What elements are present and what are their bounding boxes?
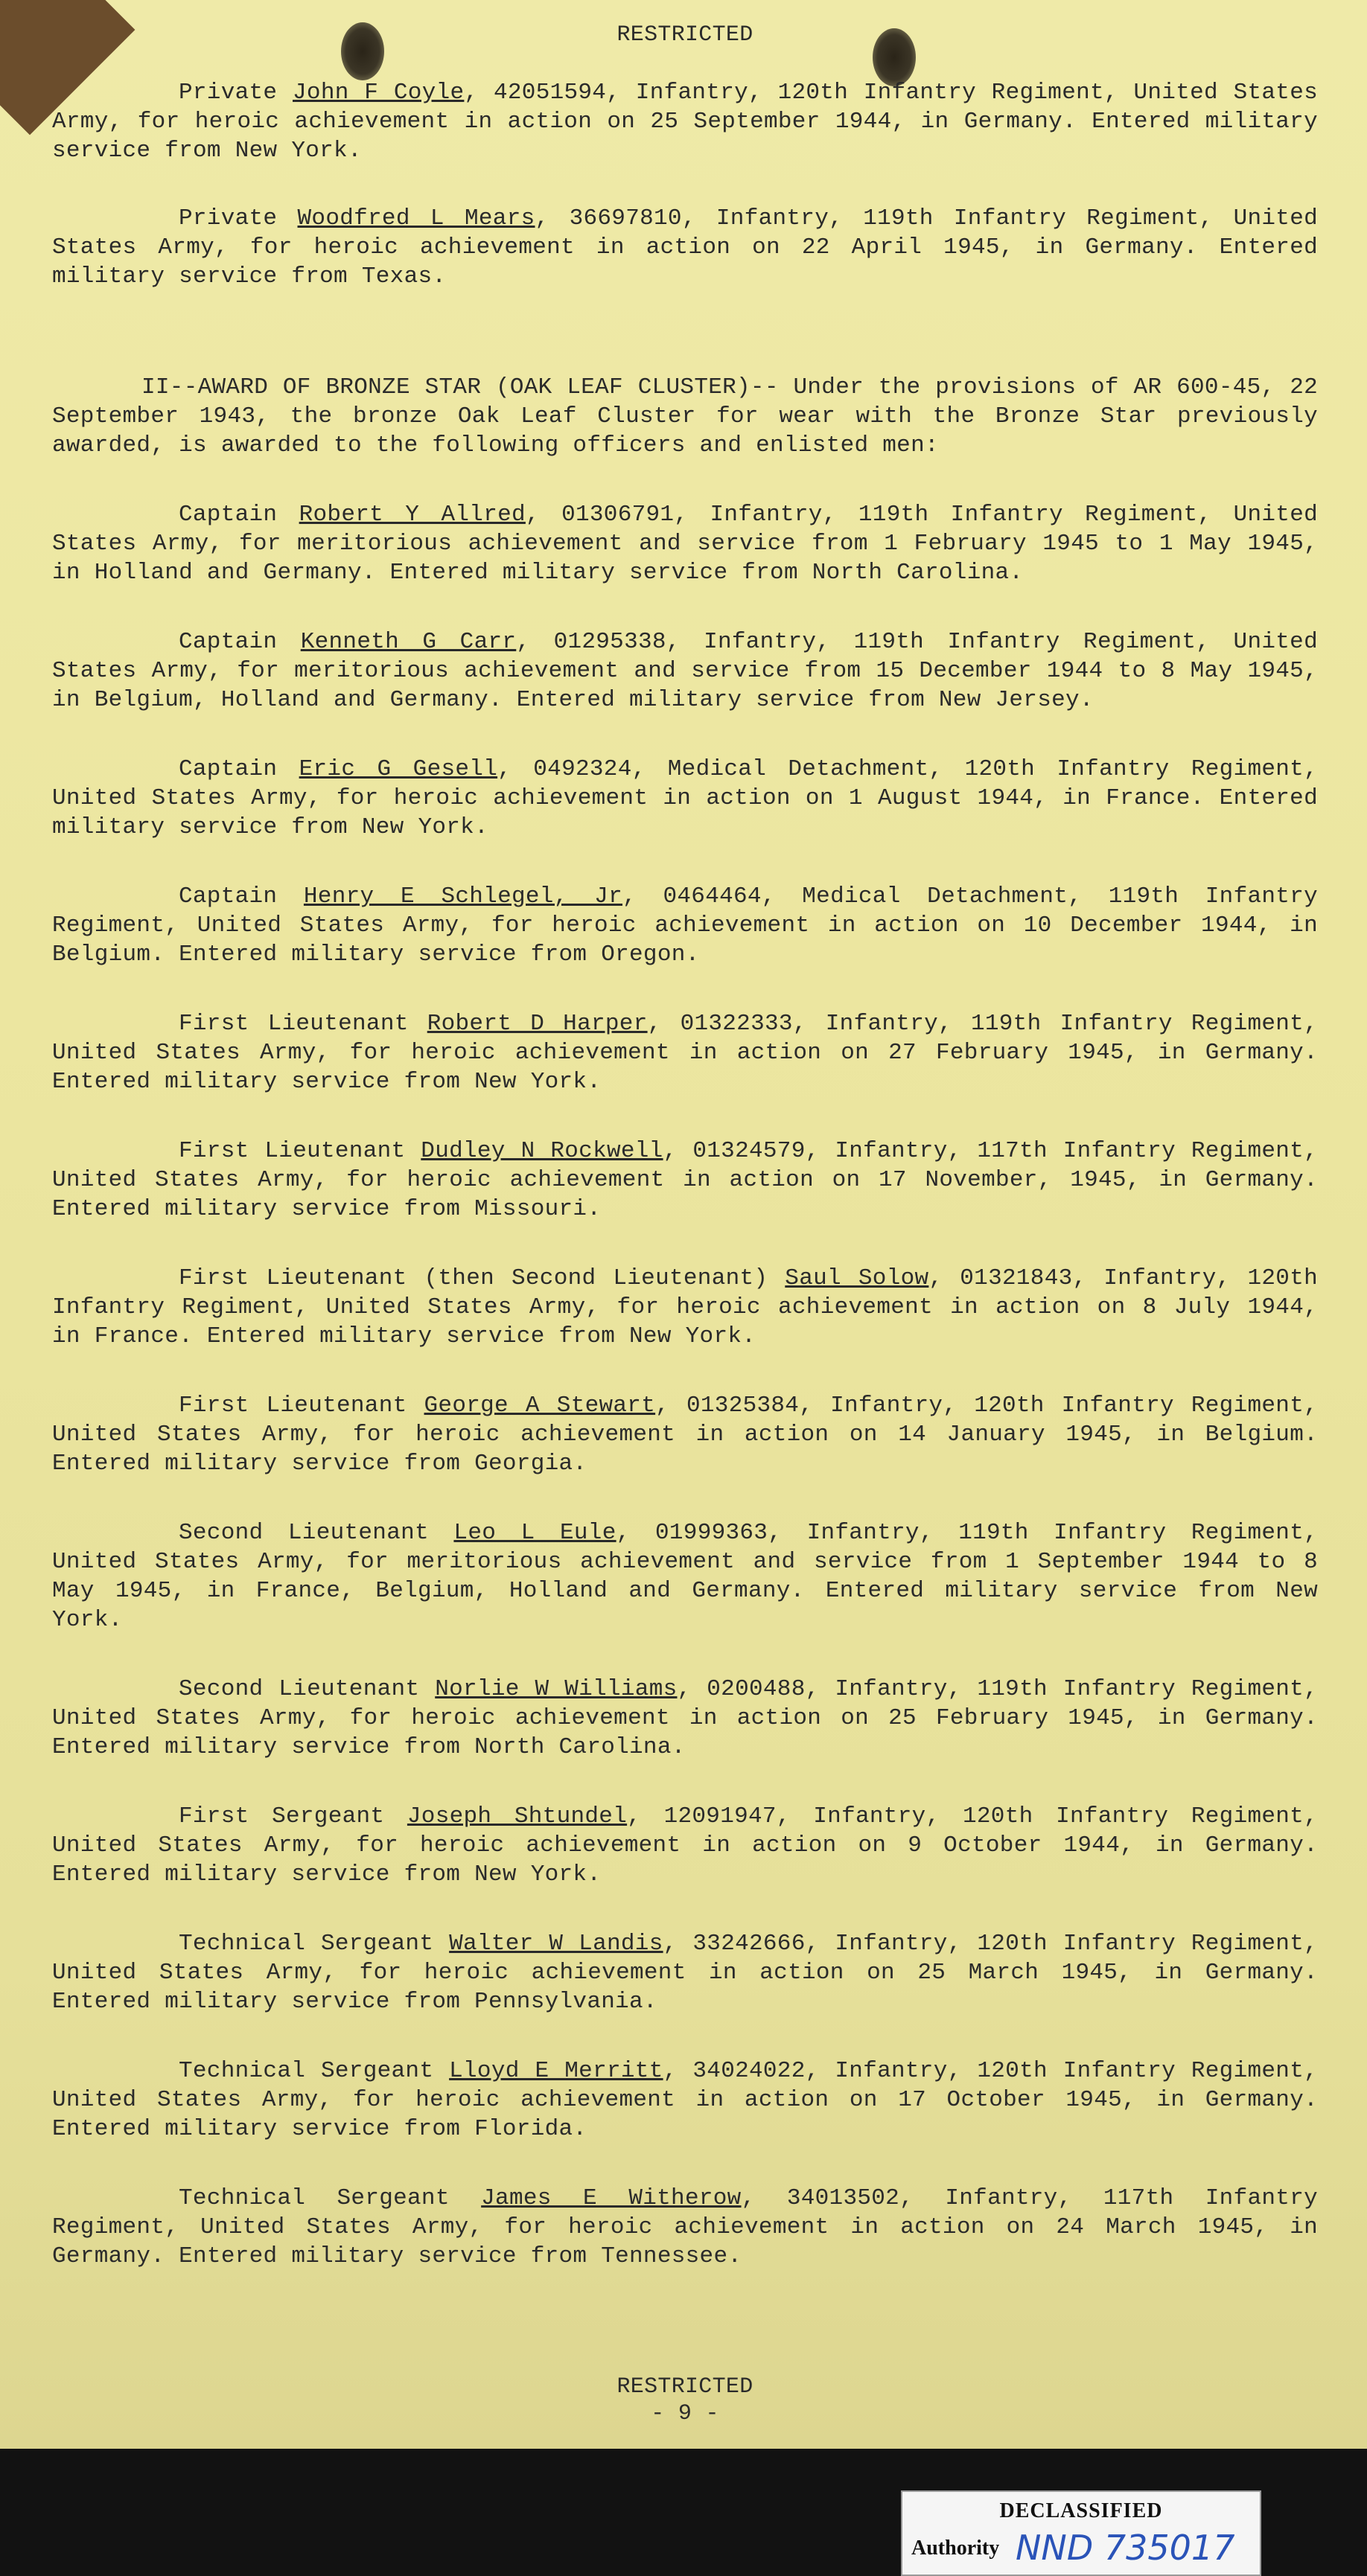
award-paragraph: [52, 500, 1318, 587]
award-name: Kenneth G Carr: [300, 629, 517, 655]
award-text: , 34013502, Infantry, 117th Infantry Regiment, United States Army, for heroic achievement in action on 24 March 1945, in Germany. Entered military service from Tennessee.: [52, 2185, 1319, 2269]
award-paragraph: [52, 627, 1318, 715]
citation-text: , 42051594, Infantry, 120th Infantry Regiment, United States Army, for heroic achievement in action on 25 September 1944, in Germany. Entered military service from New York.: [52, 80, 1319, 164]
award-name: Lloyd E Merritt: [449, 2058, 663, 2084]
award-name: Saul Solow: [785, 1265, 929, 1291]
award-name: Eric G Gesell: [299, 756, 498, 782]
award-text: , 0464464, Medical Detachment, 119th Infantry Regiment, United States Army, for heroic achievement in action on 10 December 1944, in Belgium. Entered military service from Oregon.: [52, 883, 1319, 968]
award-name: James E Witherow: [481, 2185, 742, 2211]
award-rank: Second Lieutenant: [179, 1520, 429, 1546]
award-paragraph: [52, 1137, 1318, 1224]
award-text: , 01321843, Infantry, 120th Infantry Regiment, United States Army, for heroic achievement in action on 8 July 1944, in France. Entered military service from New York.: [52, 1265, 1319, 1349]
award-rank: Technical Sergeant: [179, 2058, 434, 2084]
citation-paragraph: [52, 204, 1318, 291]
award-paragraph: [52, 2184, 1318, 2271]
award-list: [52, 500, 1318, 2271]
award-paragraph: [52, 1518, 1318, 1634]
award-name: Walter W Landis: [449, 1931, 663, 1957]
award-paragraph: [52, 1802, 1318, 1889]
citation-paragraph: [52, 78, 1318, 165]
award-paragraph: [52, 1009, 1318, 1096]
award-rank: First Lieutenant: [179, 1138, 406, 1164]
award-name: Norlie W Williams: [435, 1676, 678, 1702]
award-rank: Captain: [179, 883, 278, 910]
award-paragraph: [52, 1391, 1318, 1478]
award-rank: Captain: [179, 629, 278, 655]
award-rank: First Lieutenant (then Second Lieutenant): [179, 1265, 768, 1291]
award-text: , 01999363, Infantry, 119th Infantry Regiment, United States Army, for meritorious achievement and service from 1 September 1944 to 8 May 1945, in France, Belgium, Holland and Germany. Entered military service from New York.: [52, 1520, 1319, 1633]
document-body: [52, 21, 1319, 2426]
award-name: Robert Y Allred: [299, 502, 526, 528]
award-name: Robert D Harper: [427, 1011, 648, 1037]
award-paragraph: [52, 1929, 1318, 2016]
award-text: , 34024022, Infantry, 120th Infantry Regiment, United States Army, for heroic achievement in action on 17 October 1945, in Germany. Entered military service from Florida.: [52, 2058, 1319, 2142]
award-text: , 01324579, Infantry, 117th Infantry Regiment, United States Army, for heroic achievement in action on 17 November, 1945, in Germany. Entered military service from Missouri.: [52, 1138, 1318, 1222]
award-rank: First Lieutenant: [179, 1393, 407, 1419]
award-name: Joseph Shtundel: [407, 1803, 628, 1829]
award-text: , 12091947, Infantry, 120th Infantry Regiment, United States Army, for heroic achievement in action on 9 October 1944, in Germany. Entered military service from New York.: [52, 1803, 1318, 1888]
award-rank: Technical Sergeant: [179, 2185, 450, 2211]
award-text: , 01295338, Infantry, 119th Infantry Regiment, United States Army, for meritorious achievement and service from 15 December 1944 to 8 May 1945, in Belgium, Holland and Germany. Entered military service from New Jersey.: [52, 629, 1318, 713]
award-rank: First Lieutenant: [179, 1011, 409, 1037]
declassified-title: DECLASSIFIED: [999, 2499, 1163, 2522]
award-name: Dudley N Rockwell: [421, 1138, 663, 1164]
award-rank: Second Lieutenant: [179, 1676, 420, 1702]
award-paragraph: [52, 2056, 1318, 2144]
award-rank: Technical Sergeant: [179, 1931, 434, 1957]
citation-text: , 36697810, Infantry, 119th Infantry Regiment, United States Army, for heroic achievement in action on 22 April 1945, in Germany. Entered military service from Texas.: [52, 205, 1319, 290]
citation-rank: Private: [179, 205, 278, 231]
authority-value: NND 735017: [1016, 2528, 1235, 2568]
citation-name: John F Coyle: [293, 80, 465, 106]
header-restricted: RESTRICTED: [616, 22, 753, 48]
award-paragraph: [52, 1675, 1318, 1762]
award-text: , 33242666, Infantry, 120th Infantry Regiment, United States Army, for heroic achievement in action on 25 March 1945, in Germany. Entered military service from Pennsylvania.: [52, 1931, 1319, 2015]
footer-restricted: RESTRICTED: [616, 2374, 753, 2400]
award-paragraph: [52, 882, 1318, 969]
award-text: , 01306791, Infantry, 119th Infantry Regiment, United States Army, for meritorious achievement and service from 1 February 1945 to 1 May 1945, in Holland and Germany. Entered military service from North Carolina.: [52, 502, 1318, 586]
citation-rank: Private: [179, 80, 278, 106]
authority-label: Authority: [911, 2537, 1000, 2560]
award-text: , 01322333, Infantry, 119th Infantry Regiment, United States Army, for heroic achievement in action on 27 February 1945, in Germany. Entered military service from New York.: [52, 1011, 1318, 1095]
award-paragraph: [52, 1264, 1318, 1351]
award-text: , 0200488, Infantry, 119th Infantry Regiment, United States Army, for heroic achievement in action on 25 February 1945, in Germany. Entered military service from North Carolina.: [52, 1676, 1318, 1760]
citation-name: Woodfred L Mears: [297, 205, 535, 231]
page-number: - 9 -: [651, 2401, 719, 2426]
award-rank: First Sergeant: [179, 1803, 385, 1829]
declassified-stamp: [901, 2490, 1261, 2576]
award-rank: Captain: [179, 756, 278, 782]
award-rank: Captain: [179, 502, 278, 528]
award-text: , 01325384, Infantry, 120th Infantry Regiment, United States Army, for heroic achievement in action on 14 January 1945, in Belgium. Entered military service from Georgia.: [52, 1393, 1319, 1477]
award-paragraph: [52, 755, 1318, 842]
award-text: , 0492324, Medical Detachment, 120th Infantry Regiment, United States Army, for heroic achievement in action on 1 August 1944, in France. Entered military service from New York.: [52, 756, 1318, 840]
section-heading-paragraph: II--AWARD OF BRONZE STAR (OAK LEAF CLUSTER)-- Under the provisions of AR 600-45, 22 September 1943, the bronze Oak Leaf Cluster for wear with the Bronze Star previously awarded, is awarded to the following officers and enlisted men:: [52, 374, 1318, 458]
award-name: Henry E Schlegel, Jr: [303, 883, 622, 910]
award-name: Leo L Eule: [453, 1520, 616, 1546]
award-name: George A Stewart: [424, 1393, 656, 1419]
